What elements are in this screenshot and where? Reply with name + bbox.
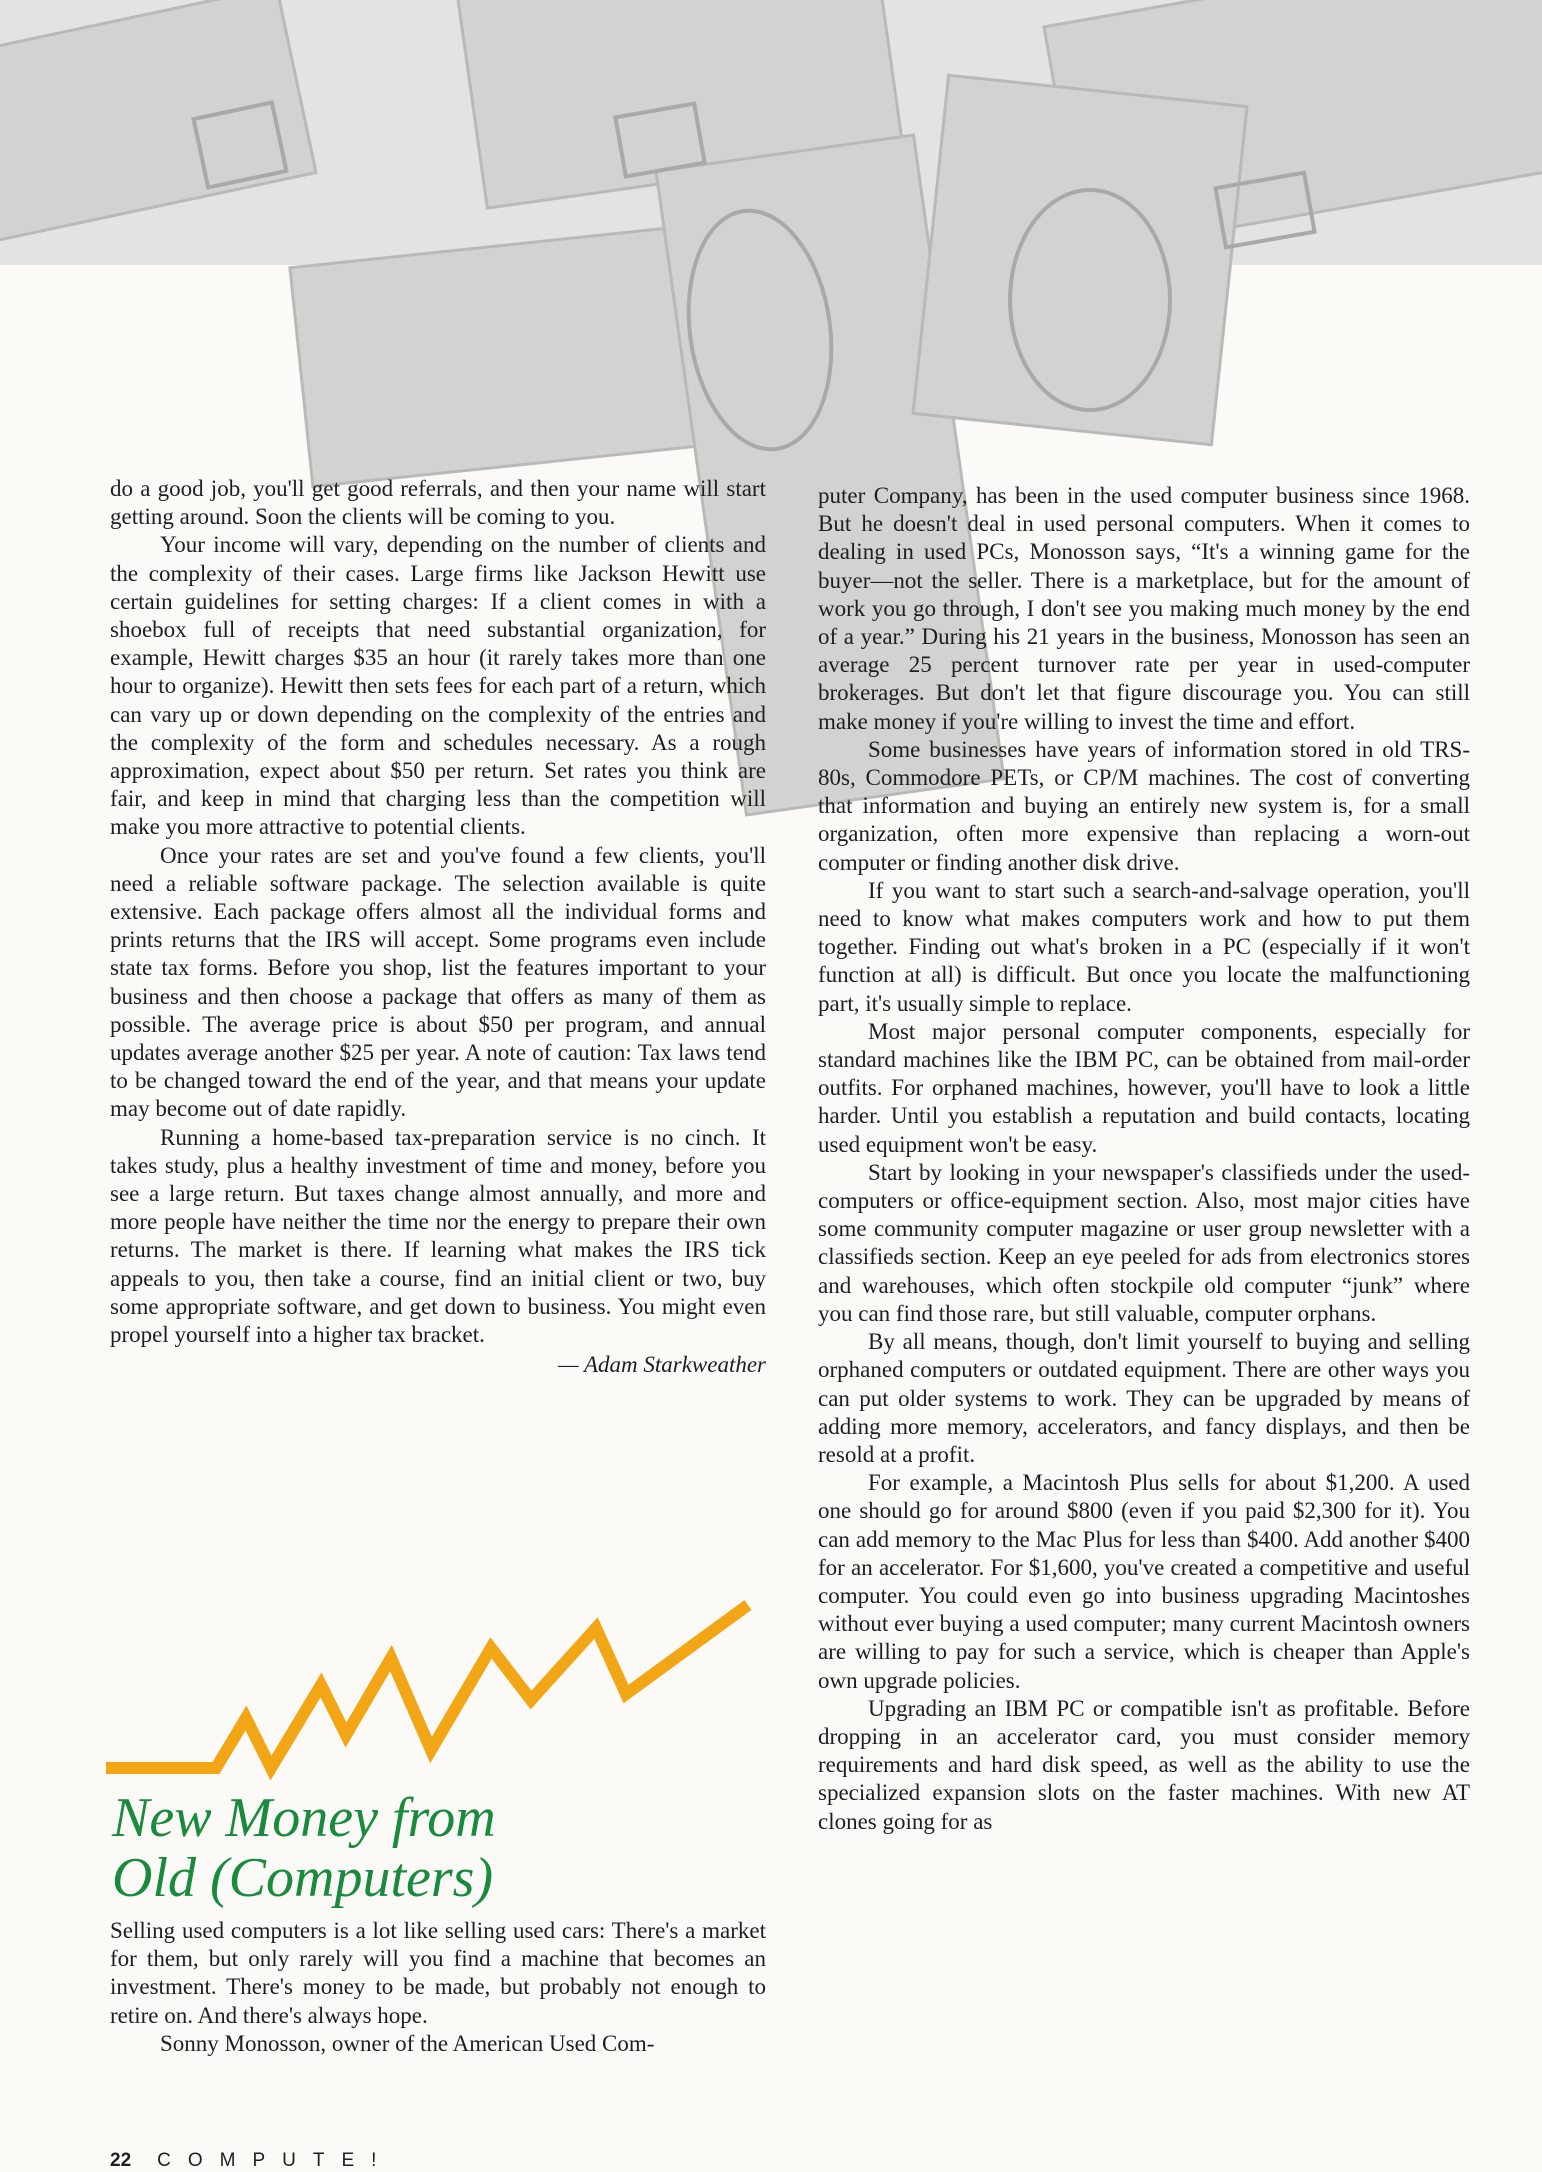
paragraph: For example, a Macintosh Plus sells for about $1,200. A used one should go for around $800 (even if you paid $2,300 for it). You can add memory to the Mac Plus for less than $400. Add another $400 for an accelerator. For $1,600, you've created a competitive and useful computer. You could even go into business upgrading Macintoshes without ever buying a used computer; many current Macintosh owners are willing to pay for such a service, which is cheaper than Apple's own upgrade policies. bbox=[818, 1470, 1470, 1693]
paragraph: Running a home-based tax-preparation service is no cinch. It takes study, plus a healthy investment of time and money, before you see a large return. But taxes change almost annually, and more and more people have neither the time nor the energy to prepare their own returns. The market is there. If learning what makes the IRS tick appeals to you, then take a course, find an initial client or two, buy some appropriate software, and get down to business. You might even propel yourself into a higher tax bracket. bbox=[110, 1124, 766, 1348]
paragraph: Start by looking in your newspaper's classifieds under the used-computers or office-equipment section. Also, most major cities have some community computer magazine or user group newsletter with a classifieds section. Keep an eye peeled for ads from electronics stores and warehouses, which often stockpile old computer “junk” where you can find those rare, but still valuable, computer orphans. bbox=[818, 1159, 1470, 1326]
paragraph: Upgrading an IBM PC or compatible isn't as profitable. Before dropping in an accelerator card, you must consider memory requirements and hard disk speed, as well as the ability to use the specialized expansion slots on the faster machines. With new AT clones going for as bbox=[818, 1695, 1470, 1834]
paragraph: Most major personal computer components, especially for standard machines like the IBM PC, can be obtained from mail-order outfits. For orphaned machines, however, you'll have to look a little harder. Until you establish a reputation and build contacts, locating used equipment won't be easy. bbox=[818, 1018, 1470, 1157]
zigzag-line bbox=[106, 1605, 748, 1768]
paragraph: If you want to start such a search-and-salvage operation, you'll need to know what makes computers work and how to put them together. Finding out what's broken in a PC (especially if it won't function at all) is difficult. But once you locate the malfunctioning part, it's usually simple to replace. bbox=[818, 877, 1470, 1016]
paragraph: Some businesses have years of information stored in old TRS-80s, Commodore PETs, or CP/M machines. The cost of converting that information and buying an entirely new system is, for a small organization, often more expensive than replacing a worn-out computer or finding another disk drive. bbox=[818, 736, 1470, 875]
section-title-line-1: New Money from bbox=[112, 1787, 496, 1849]
paragraph: Sonny Monosson, owner of the American Used Com- bbox=[160, 2030, 655, 2056]
paragraph: Once your rates are set and you've found a few clients, you'll need a reliable software package. The selection available is quite extensive. Each package offers almost all the individual forms and prints returns that the IRS will accept. Some programs even include state tax forms. Before you shop, list the features important to your business and then choose a package that offers as many of them as possible. The average price is about $50 per program, and annual updates average another $25 per year. A note of caution: Tax laws tend to be changed toward the end of the year, and that means your update may become out of date rapidly. bbox=[110, 842, 766, 1122]
paragraph: Your income will vary, depending on the number of clients and the complexity of their cases. Large firms like Jackson Hewitt use certain guidelines for setting charges: If a client comes in with a shoebox full of receipts that need substantial organization, for example, Hewitt charges $35 an hour (it rarely takes more than one hour to organize). Hewitt then sets fees for each part of a return, which can vary up or down depending on the complexity of the entries and the complexity of the form and schedules necessary. As a rough approximation, expect about $50 per return. Set rates you think are fair, and keep in mind that charging less than the competition will make you more attractive to potential clients. bbox=[110, 532, 766, 840]
paragraph: puter Company, has been in the used computer business since 1968. But he doesn't deal in used personal computers. When it comes to dealing in used PCs, Monosson says, “It's a winning game for the buyer—not the seller. There is a marketplace, but for the amount of work you go through, I don't see you making much money by the end of a year.” During his 21 years in the business, Monosson has seen an average 25 percent turnover rate per year in used-computer brokerages. But don't let that figure discourage you. You can still make money if you're willing to invest the time and effort. bbox=[818, 483, 1470, 734]
paragraph: By all means, though, don't limit yourself to buying and selling orphaned computers or outdated equipment. There are other ways you can put older systems to work. They can be upgraded by means of adding more memory, accelerators, and fancy displays, and then be resold at a profit. bbox=[818, 1329, 1470, 1467]
page-footer bbox=[110, 2150, 393, 2172]
right-column bbox=[818, 482, 1470, 1836]
section-title-line-2: Old (Computers) bbox=[112, 1847, 494, 1909]
section-title bbox=[112, 1788, 762, 1908]
magazine-name: COMPUTE! bbox=[157, 2150, 394, 2171]
page-number: 22 bbox=[110, 2150, 132, 2171]
author-signature: — Adam Starkweather bbox=[558, 1352, 766, 1378]
zigzag-graphic bbox=[106, 1590, 758, 1780]
paragraph: Selling used computers is a lot like selling used cars: There's a market for them, but only rarely will you find a machine that becomes an investment. There's money to be made, but probably not enough to retire on. And there's always hope. bbox=[110, 1918, 766, 2028]
paragraph: do a good job, you'll get good referrals, and then your name will start getting around. Soon the clients will be coming to you. bbox=[110, 476, 766, 530]
left-column bbox=[110, 475, 766, 1380]
section-intro bbox=[110, 1917, 766, 2058]
